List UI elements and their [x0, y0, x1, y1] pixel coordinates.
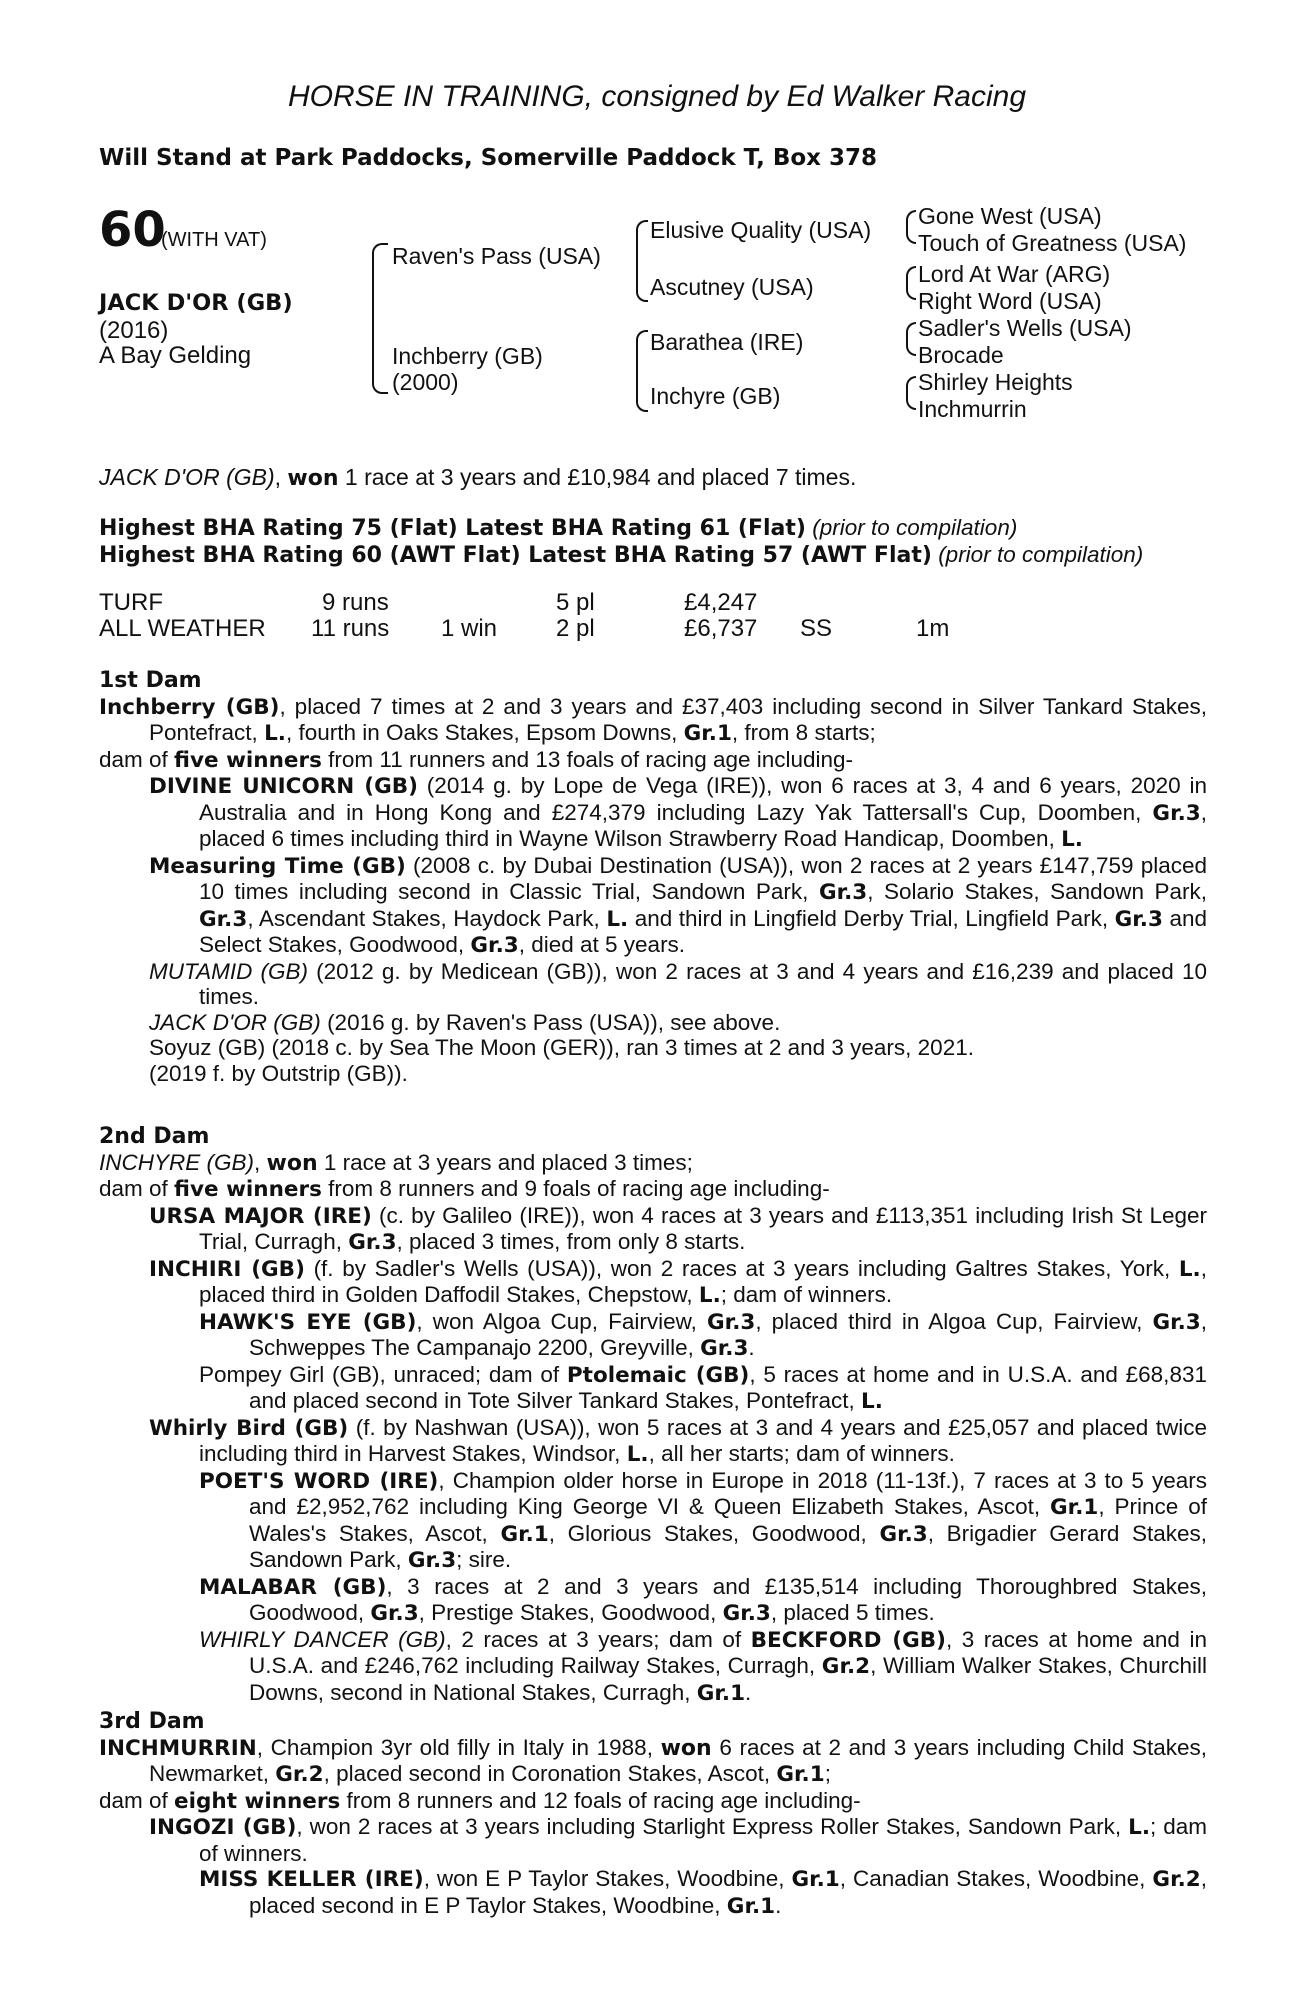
third-dam-heading: 3rd Dam	[99, 1709, 205, 1734]
first-dam-heading: 1st Dam	[99, 668, 202, 693]
turf-runs: 9 runs	[322, 589, 389, 616]
pedigree-dam-sire: Barathea (IRE)	[650, 329, 804, 355]
stand-location: Will Stand at Park Paddocks, Somerville Paddock T, Box 378	[99, 145, 878, 171]
third-dam-section: 3rd Dam INCHMURRIN, Champion 3yr old filly in Italy in 1988, won 6 races at 2 and 3 years including Child Stakes, Newmarket, Gr.2, placed second in Coronation Stakes, Ascot, Gr.1; dam of eight winners from 8 runners and 12 foals of racing age including- INGOZI (GB), won 2 races at 3 years including Starlight Express Roller Stakes, Sandown Park, L.; dam of winners. MISS KELLER (IRE), won E P Taylor Stakes, Woodbine, Gr.1, Canadian Stakes, Woodbine, Gr.2, placed second in E P Taylor Stakes, Woodbine, Gr.1.	[99, 1709, 1207, 1919]
pedigree-sdd: Right Word (USA)	[918, 288, 1102, 314]
aw-money: £6,737	[684, 615, 758, 642]
ratings: Highest BHA Rating 75 (Flat) Latest BHA Rating 61 (Flat) (prior to compilation) Highest BHA Rating 60 (AWT Flat) Latest BHA Rating 57 (AWT Flat) (prior to compilation)	[99, 515, 1144, 568]
pedigree-sss: Gone West (USA)	[918, 203, 1102, 229]
pedigree-sds: Lord At War (ARG)	[918, 261, 1111, 287]
pedigree-ddd: Inchmurrin	[918, 396, 1027, 422]
pedigree-sire: Raven's Pass (USA)	[392, 243, 601, 269]
aw-placed: 2 pl	[556, 615, 595, 642]
second-dam-section: 2nd Dam INCHYRE (GB), won 1 race at 3 years and placed 3 times; dam of five winners from 8 runners and 9 foals of racing age including- URSA MAJOR (IRE) (c. by Galileo (IRE)), won 4 races at 3 years and £113,351 including Irish St Leger Trial, Curragh, Gr.3, placed 3 times, from only 8 starts. INCHIRI (GB) (f. by Sadler's Wells (USA)), won 2 races at 3 years including Galtres Stakes, York, L., placed third in Golden Daffodil Stakes, Chepstow, L.; dam of winners. HAWK'S EYE (GB), won Algoa Cup, Fairview, Gr.3, placed third in Algoa Cup, Fairview, Gr.3, Schweppes The Campanajo 2200, Greyville, Gr.3. Pompey Girl (GB), unraced; dam of Ptolemaic (GB), 5 races at home and in U.S.A. and £68,831 and placed second in Tote Silver Tankard Stakes, Pontefract, L. Whirly Bird (GB) (f. by Nashwan (USA)), won 5 races at 3 and 4 years and £25,057 and placed twice including third in Harvest Stakes, Windsor, L., all her starts; dam of winners. POET'S WORD (IRE), Champion older horse in Europe in 2018 (11-13f.), 7 races at 3 to 5 years and £2,952,762 including King George VI & Queen Elizabeth Stakes, Ascot, Gr.1, Prince of Wales's Stakes, Ascot, Gr.1, Glorious Stakes, Goodwood, Gr.3, Brigadier Gerard Stakes, Sandown Park, Gr.3; sire. MALABAR (GB), 3 races at 2 and 3 years and £135,514 including Thoroughbred Stakes, Goodwood, Gr.3, Prestige Stakes, Goodwood, Gr.3, placed 5 times. WHIRLY DANCER (GB), 2 races at 3 years; dam of BECKFORD (GB), 3 races at home and in U.S.A. and £246,762 including Railway Stakes, Curragh, Gr.2, William Walker Stakes, Churchill Downs, second in National Stakes, Curragh, Gr.1.	[99, 1124, 1208, 1706]
page-header: HORSE IN TRAINING, consigned by Ed Walker Racing	[287, 80, 1027, 113]
aw-surface: SS	[800, 615, 833, 642]
pedigree-brace-dam	[636, 330, 648, 412]
aw-wins: 1 win	[441, 615, 498, 642]
pedigree-ssd: Touch of Greatness (USA)	[918, 230, 1187, 256]
pedigree-dam-dam: Inchyre (GB)	[650, 383, 781, 409]
horse-description: A Bay Gelding	[99, 342, 252, 369]
horse-name: JACK D'OR (GB)	[99, 290, 293, 316]
aw-distance: 1m	[916, 615, 950, 642]
aw-label: ALL WEATHER	[99, 615, 266, 642]
pedigree-brace-3	[906, 322, 916, 356]
second-dam-heading: 2nd Dam	[99, 1124, 210, 1149]
pedigree-sire-sire: Elusive Quality (USA)	[650, 217, 872, 243]
pedigree-dam-year: (2000)	[392, 369, 459, 395]
turf-placed: 5 pl	[556, 589, 595, 616]
pedigree-brace-4	[906, 376, 916, 410]
turf-label: TURF	[99, 589, 163, 616]
race-summary: JACK D'OR (GB), won 1 race at 3 years and £10,984 and placed 7 times.	[99, 464, 857, 491]
pedigree-dam: Inchberry (GB)	[392, 343, 543, 369]
turf-money: £4,247	[684, 589, 758, 616]
pedigree-brace-1	[906, 210, 916, 244]
vat-note: (WITH VAT)	[161, 229, 267, 251]
first-dam-section: 1st Dam Inchberry (GB), placed 7 times at 2 and 3 years and £37,403 including second in Silver Tankard Stakes, Pontefract, L., fourth in Oaks Stakes, Epsom Downs, Gr.1, from 8 starts; dam of five winners from 11 runners and 13 foals of racing age including- DIVINE UNICORN (GB) (2014 g. by Lope de Vega (IRE)), won 6 races at 3, 4 and 6 years, 2020 in Australia and in Hong Kong and £274,379 including Lazy Yak Tattersall's Cup, Doomben, Gr.3, placed 6 times including third in Wayne Wilson Strawberry Road Handicap, Doomben, L. Measuring Time (GB) (2008 c. by Dubai Destination (USA)), won 2 races at 2 years £147,759 placed 10 times including second in Classic Trial, Sandown Park, Gr.3, Solario Stakes, Sandown Park, Gr.3, Ascendant Stakes, Haydock Park, L. and third in Lingfield Derby Trial, Lingfield Park, Gr.3 and Select Stakes, Goodwood, Gr.3, died at 5 years. MUTAMID (GB) (2012 g. by Medicean (GB)), won 2 races at 3 and 4 years and £16,239 and placed 10 times. JACK D'OR (GB) (2016 g. by Raven's Pass (USA)), see above. Soyuz (GB) (2018 c. by Sea The Moon (GER)), ran 3 times at 2 and 3 years, 2021. (2019 f. by Outstrip (GB)).	[99, 668, 1208, 1086]
lot-number: 60	[99, 202, 166, 258]
pedigree-sire-dam: Ascutney (USA)	[650, 274, 814, 300]
pedigree-dss: Sadler's Wells (USA)	[918, 315, 1132, 341]
pedigree-brace-2	[906, 266, 916, 300]
pedigree-dds: Shirley Heights	[918, 369, 1073, 395]
pedigree-brace-main	[372, 243, 388, 394]
horse-year: (2016)	[99, 317, 169, 344]
pedigree-brace-sire	[636, 220, 648, 302]
pedigree-dsd: Brocade	[918, 342, 1004, 368]
aw-runs: 11 runs	[311, 615, 390, 642]
